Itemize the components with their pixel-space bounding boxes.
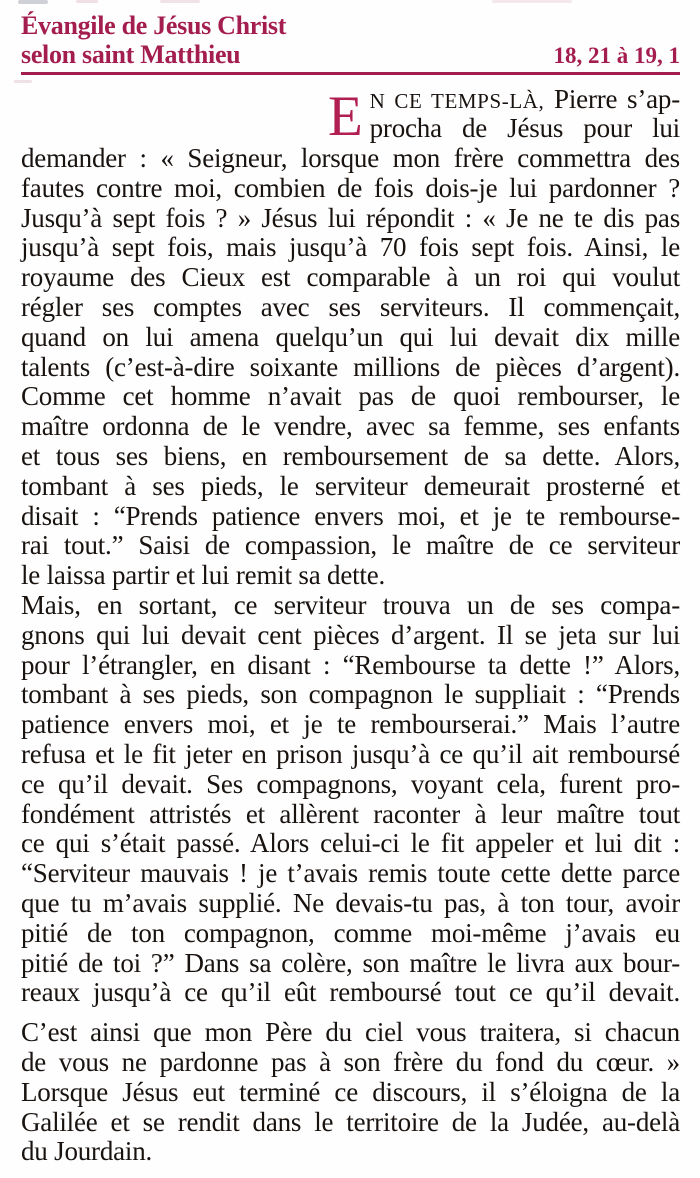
text-line: régler ses comptes avec ses serviteurs. Il commençait, [21, 292, 680, 323]
gospel-header [21, 12, 680, 69]
gospel-title [21, 12, 286, 69]
text-line: refusa et le fit jeter en prison jusqu’à ce qu’il ait remboursé [21, 739, 680, 770]
text-line: pitié de toi ?” Dans sa colère, son maître le livra aux bour- [21, 947, 680, 978]
text-line: rai tout.” Saisi de compassion, le maître de ce serviteur [21, 530, 680, 561]
text-line: ce qu’il devait. Ses compagnons, voyant cela, furent pro- [21, 768, 680, 799]
gospel-text [21, 85, 680, 1168]
text-line: demander : « Seigneur, lorsque mon frère commettra des [21, 143, 680, 174]
incipit-small-caps: N CE TEMPS-LÀ, [369, 88, 545, 113]
text-line: royaume des Cieux est comparable à un roi qui voulut [21, 262, 680, 293]
text-line: et tous ses biens, en remboursement de sa dette. Alors, [21, 441, 680, 472]
text-line: ce qui s’était passé. Alors celui-ci le fit appeler et lui dit : [21, 828, 680, 859]
scan-artifact [18, 0, 48, 4]
text-line: que tu m’avais supplié. Ne devais-tu pas, à ton tour, avoir [21, 888, 680, 919]
text-line: de vous ne pardonne pas à son frère du fond du cœur. » [21, 1047, 680, 1077]
scan-artifact [76, 0, 98, 3]
text-line: C’est ainsi que mon Père du ciel vous traitera, si chacun [21, 1017, 680, 1048]
text-line: pour l’étrangler, en disant : “Rembourse ta dette !” Alors, [21, 649, 680, 680]
text-line: fondément attristés et allèrent raconter à leur maître tout [21, 798, 680, 829]
text-line: maître ordonna de le vendre, avec sa femme, ses enfants [21, 411, 680, 442]
incipit-rest: Pierre s’ap- [544, 83, 680, 114]
text-line: du Jourdain. [21, 1136, 153, 1167]
text-line: Mais, en sortant, ce serviteur trouva un de ses compa- [21, 590, 680, 621]
opening-paragraph [21, 83, 680, 148]
text-line: Comme cet homme n’avait pas de quoi rembourser, le [21, 381, 680, 412]
text-line: disait : “Prends patience envers moi, et je te rembourse- [21, 500, 680, 531]
dropcap-indent-spacer [21, 85, 328, 145]
header-rule [21, 72, 680, 75]
text-line: jusqu’à sept fois, mais jusqu’à 70 fois sept fois. Ainsi, le [21, 232, 680, 263]
paragraph [21, 144, 680, 591]
text-line: quand on lui amena quelqu’un qui lui devait dix mille [21, 321, 680, 352]
paragraph [21, 1018, 680, 1167]
scripture-reference: 18, 21 à 19, 1 [553, 43, 680, 68]
gospel-title-line1: Évangile de Jésus Christ [21, 11, 287, 40]
paragraph [21, 591, 680, 1008]
scan-artifact [160, 0, 200, 3]
text-line: Lorsque Jésus eut terminé ce discours, il s’éloigna de la [21, 1076, 680, 1107]
text-line: Jusqu’à sept fois ? » Jésus lui répondit : « Je ne te dis pas [21, 202, 680, 233]
scan-artifact [492, 0, 572, 3]
text-line: le laissa partir et lui remit sa dette. [21, 560, 386, 591]
text-line: reaux jusqu’à ce qu’il eût remboursé tout ce qu’il devait. [21, 977, 680, 1008]
text-line: tombant à ses pieds, le serviteur demeurait prosterné et [21, 470, 680, 501]
gospel-title-line2: selon saint Matthieu [21, 39, 241, 69]
text-line: talents (c’est-à-dire soixante millions de pièces d’argent). [21, 351, 680, 382]
drop-cap: E [328, 84, 363, 148]
text-line: procha de Jésus pour lui [369, 113, 680, 144]
text-line: Galilée et se rendit dans le territoire de la Judée, au-delà [21, 1106, 680, 1137]
text-line: fautes contre moi, combien de fois dois-je lui pardonner ? [21, 172, 680, 203]
text-line: patience envers moi, et je te rembourserai.” Mais l’autre [21, 709, 680, 740]
text-line: “Serviteur mauvais ! je t’avais remis toute cette dette parce [21, 858, 680, 889]
text-line: pitié de ton compagnon, comme moi-même j’avais eu [21, 917, 680, 948]
scan-artifact [14, 80, 32, 83]
body-paragraphs [21, 144, 680, 1167]
text-line: gnons qui lui devait cent pièces d’argent. Il se jeta sur lui [21, 619, 680, 650]
text-line: tombant à ses pieds, son compagnon le suppliait : “Prends [21, 679, 680, 710]
